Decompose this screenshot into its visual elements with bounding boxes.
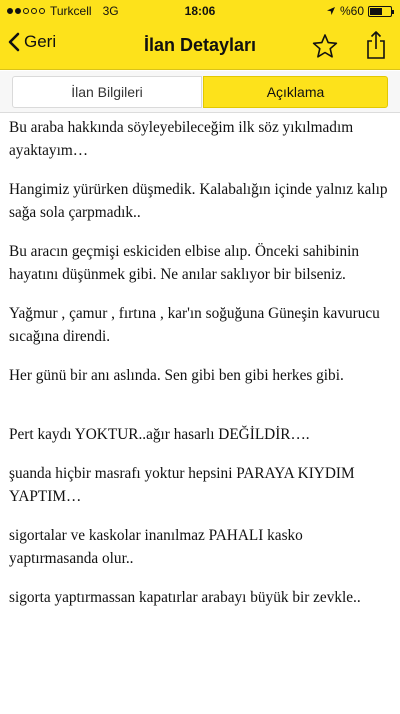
segmented-tabs: [0, 71, 400, 113]
tab-aciklama[interactable]: Açıklama: [203, 76, 388, 108]
network-label: 3G: [102, 4, 119, 18]
star-icon[interactable]: [312, 33, 338, 59]
description-paragraph: Pert kaydı YOKTUR..ağır hasarlı DEĞİLDİR….: [9, 426, 310, 443]
status-time: 18:06: [184, 4, 216, 18]
status-bar: [0, 0, 400, 22]
battery-percent: %60: [339, 4, 364, 18]
tab-ilan-bilgileri[interactable]: İlan Bilgileri: [12, 76, 202, 108]
description-paragraph: Her günü bir anı aslında. Sen gibi ben gibi herkes gibi.: [9, 367, 344, 384]
status-right: [326, 4, 392, 18]
description-text: [9, 116, 393, 625]
description-paragraph: sigortalar ve kaskolar inanılmaz PAHALI kasko yaptırmasanda olur..: [9, 527, 303, 567]
page-title: İlan Detayları: [143, 35, 257, 55]
description-paragraph: Bu araba hakkında söyleyebileceğim ilk söz yıkılmadım ayaktayım…: [9, 119, 354, 159]
carrier-label: Turkcell: [50, 4, 92, 18]
description-paragraph: sigorta yaptırmassan kapatırlar arabayı büyük bir zevkle..: [9, 589, 361, 606]
battery-icon: [368, 6, 392, 17]
back-label: Geri: [24, 32, 57, 51]
navigation-bar: [0, 22, 400, 70]
description-paragraph: şuanda hiçbir masrafı yoktur hepsini PARAYA KIYDIM YAPTIM…: [9, 465, 355, 505]
location-arrow-icon: [326, 6, 336, 16]
share-icon[interactable]: [364, 30, 388, 60]
description-paragraph: Hangimiz yürürken düşmedik. Kalabalığın içinde yalnız kalıp sağa sola çarpmadık..: [9, 181, 388, 221]
description-paragraph: Yağmur , çamur , fırtına , kar'ın soğuğuna Güneşin kavurucu sıcağına direndi.: [9, 305, 380, 345]
description-paragraph: Bu aracın geçmişi eskiciden elbise alıp. Önceki sahibinin hayatını düşünmek gibi. Ne anılar saklıyor bir bilseniz.: [9, 243, 360, 283]
